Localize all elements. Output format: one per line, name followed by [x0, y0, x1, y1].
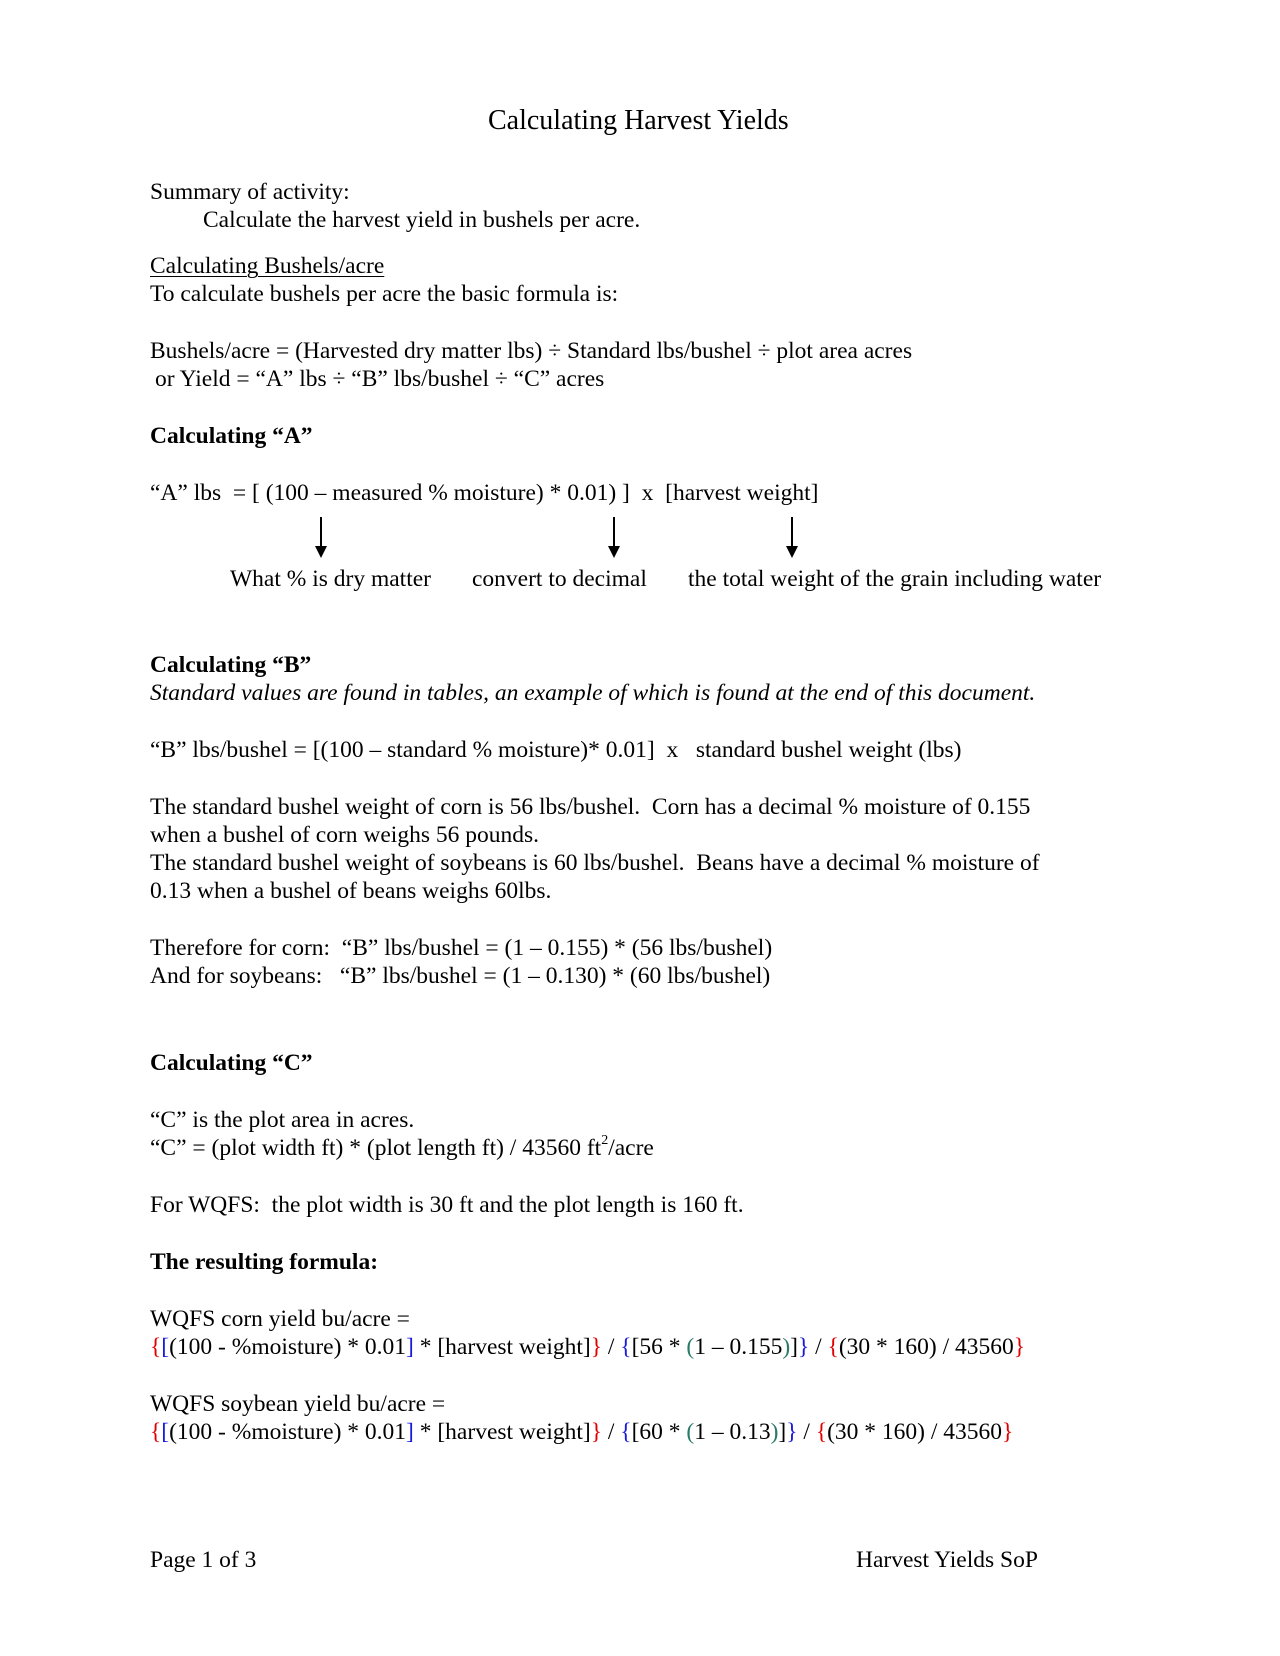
section-c-line2: “C” = (plot width ft) * (plot length ft) / 43560 $ft^2$/acre	[150, 1133, 654, 1161]
down-arrow-icon	[603, 515, 625, 559]
resulting-heading: The resulting formula:	[150, 1249, 379, 1275]
bushels-intro: To calculate bushels per acre the basic formula is:	[150, 281, 619, 307]
annotation-decimal: convert to decimal	[472, 566, 647, 592]
annotation-dry-matter: What % is dry matter	[230, 566, 431, 592]
soybean-yield-formula: {[(100 - %moisture) * 0.01] * [harvest weight]} / {[60 * (1 – 0.13)]} / {(30 * 160) / 43560}	[150, 1419, 1014, 1445]
section-b-para-line: The standard bushel weight of soybeans is 60 lbs/bushel. Beans have a decimal % moisture of	[150, 850, 1040, 876]
section-b-para-line: when a bushel of corn weighs 56 pounds.	[150, 822, 539, 848]
section-c-heading: Calculating “C”	[150, 1050, 313, 1076]
bushels-heading: Calculating Bushels/acre	[150, 253, 385, 279]
corn-yield-label: WQFS corn yield bu/acre =	[150, 1306, 410, 1332]
bushels-formula-line1: Bushels/acre = (Harvested dry matter lbs) ÷ Standard lbs/bushel ÷ plot area acres	[150, 338, 913, 364]
corn-yield-formula: {[(100 - %moisture) * 0.01] * [harvest weight]} / {[56 * (1 – 0.155)]} / {(30 * 160) / 43560}	[150, 1334, 1026, 1360]
section-a-heading: Calculating “A”	[150, 423, 313, 449]
section-b-heading: Calculating “B”	[150, 652, 312, 678]
down-arrow-icon	[310, 515, 332, 559]
section-b-soy: And for soybeans: “B” lbs/bushel = (1 – 0.130) * (60 lbs/bushel)	[150, 963, 771, 989]
footer-document-name: Harvest Yields SoP	[856, 1547, 1038, 1573]
annotation-total-weight: the total weight of the grain including water	[688, 566, 1102, 592]
section-b-para-line: The standard bushel weight of corn is 56 lbs/bushel. Corn has a decimal % moisture of 0.155	[150, 794, 1031, 820]
summary-text: Calculate the harvest yield in bushels per acre.	[203, 207, 641, 233]
footer-page-number: Page 1 of 3	[150, 1547, 257, 1573]
section-b-para-line: 0.13 when a bushel of beans weighs 60lbs.	[150, 878, 552, 904]
section-b-note: Standard values are found in tables, an example of which is found at the end of this document.	[150, 680, 1036, 706]
summary-heading: Summary of activity:	[150, 179, 350, 205]
section-a-formula: “A” lbs = [ (100 – measured % moisture) * 0.01) ] x [harvest weight]	[150, 480, 819, 506]
section-b-formula: “B” lbs/bushel = [(100 – standard % moisture)* 0.01] x standard bushel weight (lbs)	[150, 737, 962, 763]
page-title: Calculating Harvest Yields	[488, 105, 789, 136]
bushels-formula-line2: or Yield = “A” lbs ÷ “B” lbs/bushel ÷ “C” acres	[155, 366, 605, 392]
section-b-corn: Therefore for corn: “B” lbs/bushel = (1 – 0.155) * (56 lbs/bushel)	[150, 935, 773, 961]
section-c-line1: “C” is the plot area in acres.	[150, 1107, 415, 1133]
section-c-wqfs: For WQFS: the plot width is 30 ft and the plot length is 160 ft.	[150, 1192, 744, 1218]
soybean-yield-label: WQFS soybean yield bu/acre =	[150, 1391, 446, 1417]
down-arrow-icon	[781, 515, 803, 559]
